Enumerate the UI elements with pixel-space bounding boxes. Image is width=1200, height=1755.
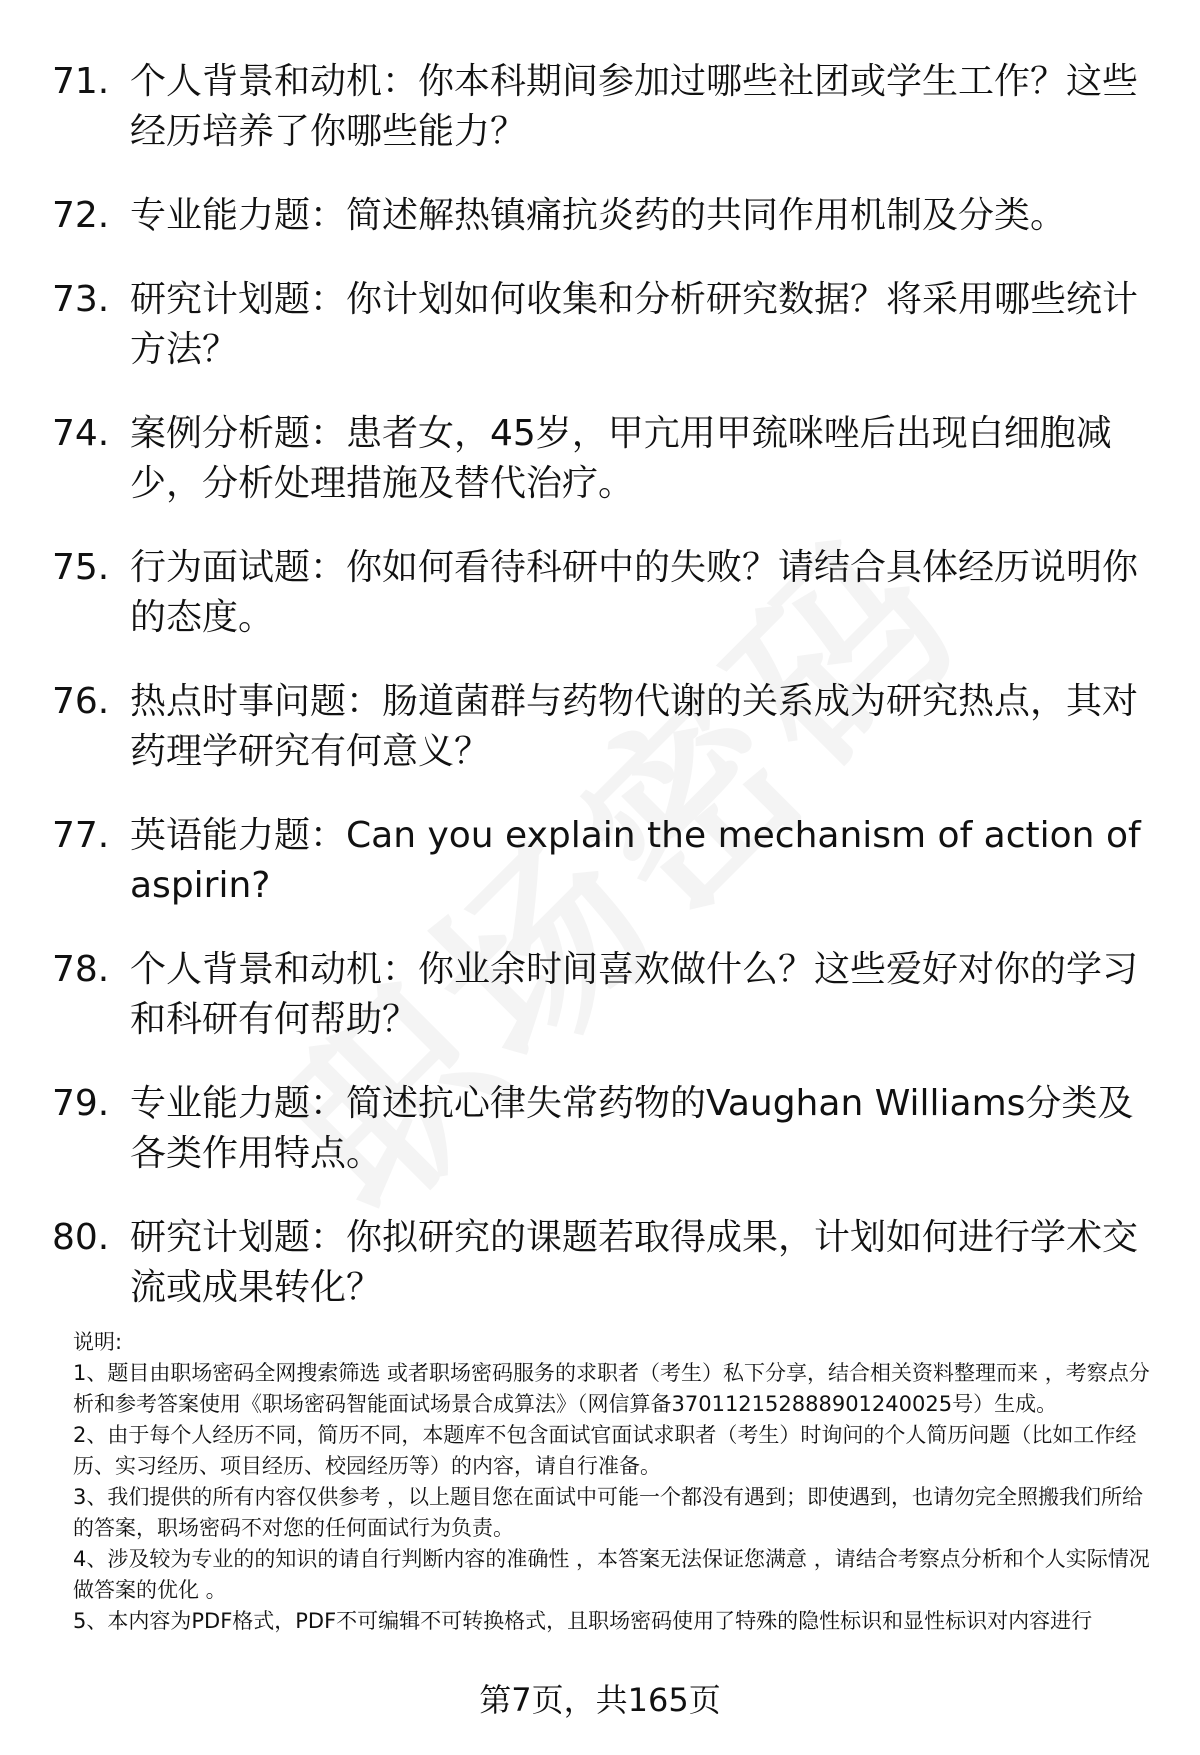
note-item: 4、涉及较为专业的的知识的请自行判断内容的准确性 ，本答案无法保证您满意 ，请结合考察点分析和个人实际情况做答案的优化 。	[73, 1547, 1150, 1602]
question-number: 80.	[52, 1217, 110, 1258]
page-number: 第7页，共165页	[479, 1681, 721, 1719]
question-item	[52, 1213, 1152, 1313]
question-list	[52, 57, 1152, 1347]
note-item: 3、我们提供的所有内容仅供参考 ，以上题目您在面试中可能一个都没有遇到；即使遇到，也请勿完全照搬我们所给的答案，职场密码不对您的任何面试行为负责。	[73, 1485, 1144, 1540]
question-item	[52, 811, 1152, 911]
notes-section	[73, 1327, 1163, 1637]
question-text: 研究计划题：你拟研究的课题若取得成果，计划如何进行学术交流或成果转化？	[130, 1217, 1139, 1308]
question-item	[52, 1079, 1152, 1179]
note-item: 5、本内容为PDF格式，PDF不可编辑不可转换格式，且职场密码使用了特殊的隐性标识和显性标识对内容进行	[73, 1609, 1093, 1633]
question-text: 英语能力题：Can you explain the mechanism of action of aspirin?	[130, 815, 1141, 906]
question-text: 个人背景和动机：你业余时间喜欢做什么？这些爱好对你的学习和科研有何帮助？	[130, 949, 1139, 1040]
question-item	[52, 945, 1152, 1045]
notes-heading: 说明:	[73, 1330, 123, 1354]
question-item	[52, 409, 1152, 509]
note-item: 2、由于每个人经历不同，简历不同，本题库不包含面试官面试求职者（考生）时询问的个人简历问题（比如工作经历、实习经历、项目经历、校园经历等）的内容，请自行准备。	[73, 1423, 1137, 1478]
question-number: 76.	[52, 681, 110, 722]
question-item	[52, 543, 1152, 643]
question-text: 行为面试题：你如何看待科研中的失败？请结合具体经历说明你的态度。	[130, 547, 1139, 638]
question-number: 77.	[52, 815, 110, 856]
question-number: 78.	[52, 949, 110, 990]
question-item	[52, 191, 1152, 241]
question-number: 72.	[52, 195, 110, 236]
question-text: 研究计划题：你计划如何收集和分析研究数据？将采用哪些统计方法？	[130, 279, 1139, 370]
question-number: 71.	[52, 61, 110, 102]
question-item	[52, 57, 1152, 157]
question-number: 75.	[52, 547, 110, 588]
question-number: 73.	[52, 279, 110, 320]
question-text: 个人背景和动机：你本科期间参加过哪些社团或学生工作？这些经历培养了你哪些能力？	[130, 61, 1139, 152]
question-number: 79.	[52, 1083, 110, 1124]
question-text: 案例分析题：患者女，45岁，甲亢用甲巯咪唑后出现白细胞减少，分析处理措施及替代治疗。	[130, 413, 1112, 504]
question-item	[52, 677, 1152, 777]
note-item: 1、题目由职场密码全网搜索筛选 或者职场密码服务的求职者（考生）私下分享，结合相关资料整理而来 ，考察点分析和参考答案使用《职场密码智能面试场景合成算法》（网信算备370112152888901240025号）生成。	[73, 1361, 1150, 1416]
question-text: 热点时事问题：肠道菌群与药物代谢的关系成为研究热点，其对药理学研究有何意义？	[130, 681, 1139, 772]
question-text: 专业能力题：简述抗心律失常药物的Vaughan Williams分类及各类作用特点。	[130, 1083, 1134, 1174]
question-item	[52, 275, 1152, 375]
question-number: 74.	[52, 413, 110, 454]
question-text: 专业能力题：简述解热镇痛抗炎药的共同作用机制及分类。	[130, 195, 1067, 236]
